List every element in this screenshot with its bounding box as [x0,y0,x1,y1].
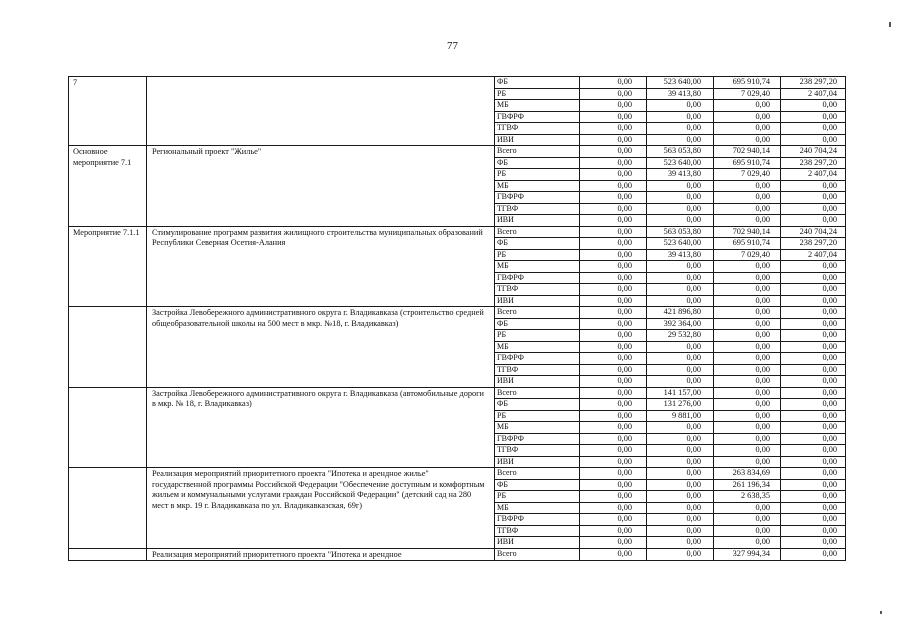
funding-source-cell: Всего [495,226,580,238]
amount-cell: 0,00 [647,433,714,445]
amount-cell: 0,00 [580,341,647,353]
amount-cell: 0,00 [580,422,647,434]
amount-cell: 0,00 [647,491,714,503]
amount-cell: 523 640,00 [647,77,714,89]
amount-cell: 0,00 [580,387,647,399]
page-number: 77 [447,40,458,52]
amount-cell: 563 053,80 [647,146,714,158]
amount-cell: 0,00 [647,514,714,526]
funding-source-cell: ФБ [495,318,580,330]
amount-cell: 0,00 [714,422,781,434]
activity-description-cell: Застройка Левобережного административного округа г. Владикавказа (автомобильные дороги в мкр. № 18, г. Владикавказ) [147,387,495,468]
amount-cell: 695 910,74 [714,238,781,250]
amount-cell: 0,00 [647,456,714,468]
activity-description-cell: Реализация мероприятий приоритетного проекта "Ипотека и арендное [147,548,495,561]
funding-source-cell: ТГВФ [495,284,580,296]
amount-cell: 0,00 [714,123,781,135]
amount-cell: 695 910,74 [714,157,781,169]
funding-source-cell: ФБ [495,479,580,491]
amount-cell: 0,00 [580,88,647,100]
table-row [69,548,846,561]
funding-source-cell: РБ [495,169,580,181]
funding-table-body [69,77,846,561]
amount-cell: 0,00 [580,226,647,238]
amount-cell: 131 276,00 [647,399,714,411]
amount-cell: 0,00 [781,330,846,342]
amount-cell: 0,00 [580,479,647,491]
amount-cell: 0,00 [580,157,647,169]
amount-cell: 0,00 [781,410,846,422]
amount-cell: 0,00 [781,502,846,514]
amount-cell: 0,00 [714,433,781,445]
activity-code-cell [69,548,147,561]
amount-cell: 0,00 [580,100,647,112]
amount-cell: 0,00 [647,537,714,549]
amount-cell: 0,00 [580,249,647,261]
amount-cell: 0,00 [781,514,846,526]
amount-cell: 0,00 [647,180,714,192]
amount-cell: 0,00 [781,192,846,204]
funding-source-cell: Всего [495,307,580,319]
amount-cell: 0,00 [647,376,714,388]
amount-cell: 0,00 [781,456,846,468]
amount-cell: 0,00 [714,364,781,376]
funding-source-cell: МБ [495,341,580,353]
funding-source-cell: ИВИ [495,295,580,307]
activity-description-cell: Застройка Левобережного административного округа г. Владикавказа (строительство средней общеобразовательной школы на 500 мест в мкр. №18, г. Владикавказ) [147,307,495,388]
amount-cell: 0,00 [647,422,714,434]
activity-code-cell [69,387,147,468]
amount-cell: 0,00 [781,111,846,123]
amount-cell: 0,00 [714,525,781,537]
amount-cell: 0,00 [781,525,846,537]
amount-cell: 0,00 [580,180,647,192]
amount-cell: 0,00 [580,261,647,273]
amount-cell: 238 297,20 [781,238,846,250]
funding-source-cell: МБ [495,100,580,112]
amount-cell: 0,00 [714,318,781,330]
funding-source-cell: ГВФРФ [495,192,580,204]
activity-code-cell: Основное мероприятие 7.1 [69,146,147,227]
funding-source-cell: ТГВФ [495,525,580,537]
funding-source-cell: ТГВФ [495,364,580,376]
funding-source-cell: ГВФРФ [495,272,580,284]
amount-cell: 7 029,40 [714,88,781,100]
amount-cell: 261 196,34 [714,479,781,491]
funding-table [68,76,846,561]
amount-cell: 2 638,35 [714,491,781,503]
amount-cell: 0,00 [714,180,781,192]
amount-cell: 0,00 [580,238,647,250]
amount-cell: 0,00 [714,502,781,514]
amount-cell: 0,00 [580,203,647,215]
amount-cell: 0,00 [781,399,846,411]
funding-source-cell: ТГВФ [495,203,580,215]
amount-cell: 0,00 [580,307,647,319]
amount-cell: 0,00 [580,399,647,411]
amount-cell: 0,00 [781,537,846,549]
amount-cell: 0,00 [580,456,647,468]
activity-description-cell: Стимулирование программ развития жилищного строительства муниципальных образований Республики Северная Осетия-Алания [147,226,495,307]
funding-source-cell: ИВИ [495,376,580,388]
amount-cell: 0,00 [580,318,647,330]
funding-source-cell: ГВФРФ [495,111,580,123]
funding-source-cell: ИВИ [495,215,580,227]
amount-cell: 0,00 [580,111,647,123]
amount-cell: 0,00 [781,491,846,503]
amount-cell: 0,00 [647,468,714,480]
amount-cell: 0,00 [647,364,714,376]
amount-cell: 0,00 [580,295,647,307]
amount-cell: 327 994,34 [714,548,781,561]
amount-cell: 0,00 [580,445,647,457]
activity-description-cell: Реализация мероприятий приоритетного проекта "Ипотека и арендное жилье" государственной программы Российской Федерации "Обеспечение доступным и комфортным жильем и коммунальными услугами граждан Российской Федерации" (детский сад на 280 мест в мкр. 19 г. Владикавказа по ул. Владикавказская, 69г) [147,468,495,549]
amount-cell: 263 834,69 [714,468,781,480]
amount-cell: 7 029,40 [714,169,781,181]
amount-cell: 0,00 [781,387,846,399]
amount-cell: 0,00 [714,261,781,273]
funding-source-cell: РБ [495,88,580,100]
amount-cell: 0,00 [714,100,781,112]
amount-cell: 0,00 [714,330,781,342]
amount-cell: 0,00 [647,123,714,135]
amount-cell: 39 413,80 [647,88,714,100]
funding-source-cell: ГВФРФ [495,353,580,365]
amount-cell: 0,00 [647,215,714,227]
activity-description-cell [147,77,495,146]
funding-source-cell: Всего [495,387,580,399]
amount-cell: 0,00 [580,364,647,376]
amount-cell: 0,00 [714,537,781,549]
funding-source-cell: ГВФРФ [495,514,580,526]
funding-source-cell: МБ [495,180,580,192]
amount-cell: 0,00 [714,456,781,468]
amount-cell: 0,00 [781,468,846,480]
amount-cell: 29 532,80 [647,330,714,342]
amount-cell: 0,00 [647,479,714,491]
amount-cell: 240 704,24 [781,226,846,238]
amount-cell: 7 029,40 [714,249,781,261]
amount-cell: 240 704,24 [781,146,846,158]
amount-cell: 2 407,04 [781,249,846,261]
amount-cell: 702 940,14 [714,226,781,238]
amount-cell: 0,00 [781,548,846,561]
amount-cell: 0,00 [580,502,647,514]
amount-cell: 0,00 [647,353,714,365]
amount-cell: 0,00 [580,410,647,422]
amount-cell: 0,00 [781,261,846,273]
funding-source-cell: РБ [495,410,580,422]
amount-cell: 0,00 [647,295,714,307]
activity-code-cell [69,468,147,549]
amount-cell: 0,00 [714,387,781,399]
amount-cell: 0,00 [647,100,714,112]
amount-cell: 0,00 [714,203,781,215]
amount-cell: 238 297,20 [781,77,846,89]
amount-cell: 0,00 [781,422,846,434]
funding-source-cell: РБ [495,330,580,342]
amount-cell: 0,00 [714,410,781,422]
amount-cell: 0,00 [781,180,846,192]
funding-source-cell: ИВИ [495,456,580,468]
table-row [69,226,846,238]
amount-cell: 0,00 [580,468,647,480]
funding-source-cell: МБ [495,261,580,273]
funding-source-cell: ФБ [495,399,580,411]
table-row [69,468,846,480]
amount-cell: 0,00 [781,364,846,376]
amount-cell: 39 413,80 [647,169,714,181]
amount-cell: 0,00 [580,77,647,89]
amount-cell: 563 053,80 [647,226,714,238]
amount-cell: 0,00 [647,272,714,284]
amount-cell: 0,00 [781,215,846,227]
funding-source-cell: ФБ [495,157,580,169]
amount-cell: 0,00 [580,353,647,365]
amount-cell: 0,00 [580,525,647,537]
amount-cell: 523 640,00 [647,157,714,169]
amount-cell: 0,00 [580,433,647,445]
amount-cell: 0,00 [580,548,647,561]
funding-source-cell: ИВИ [495,537,580,549]
funding-source-cell: ФБ [495,77,580,89]
amount-cell: 0,00 [647,525,714,537]
funding-source-cell: МБ [495,502,580,514]
funding-source-cell: Всего [495,468,580,480]
amount-cell: 0,00 [647,548,714,561]
activity-code-cell: Мероприятие 7.1.1 [69,226,147,307]
amount-cell: 0,00 [647,203,714,215]
funding-source-cell: РБ [495,249,580,261]
funding-source-cell: Всего [495,146,580,158]
amount-cell: 0,00 [714,341,781,353]
amount-cell: 0,00 [781,123,846,135]
amount-cell: 0,00 [781,100,846,112]
amount-cell: 0,00 [781,203,846,215]
amount-cell: 0,00 [714,307,781,319]
amount-cell: 0,00 [647,134,714,146]
amount-cell: 392 364,00 [647,318,714,330]
activity-code-cell: 7 [69,77,147,146]
amount-cell: 0,00 [714,514,781,526]
amount-cell: 0,00 [647,502,714,514]
amount-cell: 0,00 [647,192,714,204]
amount-cell: 0,00 [781,433,846,445]
amount-cell: 0,00 [580,376,647,388]
amount-cell: 0,00 [781,479,846,491]
scan-speck [889,22,891,27]
funding-source-cell: ГВФРФ [495,433,580,445]
amount-cell: 0,00 [580,514,647,526]
amount-cell: 702 940,14 [714,146,781,158]
amount-cell: 0,00 [781,341,846,353]
amount-cell: 0,00 [580,215,647,227]
amount-cell: 0,00 [580,537,647,549]
activity-description-cell: Региональный проект "Жилье" [147,146,495,227]
amount-cell: 0,00 [714,272,781,284]
amount-cell: 0,00 [647,445,714,457]
amount-cell: 0,00 [781,318,846,330]
amount-cell: 0,00 [714,111,781,123]
amount-cell: 0,00 [714,353,781,365]
amount-cell: 0,00 [781,295,846,307]
amount-cell: 0,00 [781,134,846,146]
amount-cell: 0,00 [580,330,647,342]
funding-source-cell: Всего [495,548,580,561]
amount-cell: 0,00 [714,445,781,457]
amount-cell: 238 297,20 [781,157,846,169]
funding-source-cell: ТГВФ [495,445,580,457]
amount-cell: 0,00 [714,284,781,296]
amount-cell: 0,00 [580,284,647,296]
funding-source-cell: ФБ [495,238,580,250]
amount-cell: 0,00 [714,134,781,146]
table-row [69,307,846,319]
amount-cell: 0,00 [647,284,714,296]
funding-source-cell: РБ [495,491,580,503]
amount-cell: 0,00 [580,491,647,503]
amount-cell: 0,00 [714,376,781,388]
amount-cell: 0,00 [714,192,781,204]
funding-source-cell: МБ [495,422,580,434]
funding-source-cell: ТГВФ [495,123,580,135]
table-row [69,77,846,89]
amount-cell: 39 413,80 [647,249,714,261]
amount-cell: 2 407,04 [781,88,846,100]
amount-cell: 0,00 [714,215,781,227]
amount-cell: 0,00 [580,272,647,284]
scan-speck [880,611,882,614]
amount-cell: 0,00 [781,284,846,296]
amount-cell: 0,00 [580,146,647,158]
table-row [69,146,846,158]
amount-cell: 0,00 [580,134,647,146]
amount-cell: 0,00 [781,307,846,319]
amount-cell: 0,00 [781,353,846,365]
amount-cell: 0,00 [781,376,846,388]
amount-cell: 523 640,00 [647,238,714,250]
amount-cell: 9 881,00 [647,410,714,422]
activity-code-cell [69,307,147,388]
table-row [69,387,846,399]
amount-cell: 0,00 [580,169,647,181]
amount-cell: 0,00 [580,123,647,135]
amount-cell: 0,00 [781,272,846,284]
amount-cell: 695 910,74 [714,77,781,89]
amount-cell: 0,00 [647,111,714,123]
amount-cell: 0,00 [580,192,647,204]
amount-cell: 421 896,80 [647,307,714,319]
amount-cell: 0,00 [714,399,781,411]
amount-cell: 2 407,04 [781,169,846,181]
funding-source-cell: ИВИ [495,134,580,146]
amount-cell: 0,00 [714,295,781,307]
amount-cell: 0,00 [781,445,846,457]
amount-cell: 141 157,00 [647,387,714,399]
amount-cell: 0,00 [647,341,714,353]
amount-cell: 0,00 [647,261,714,273]
